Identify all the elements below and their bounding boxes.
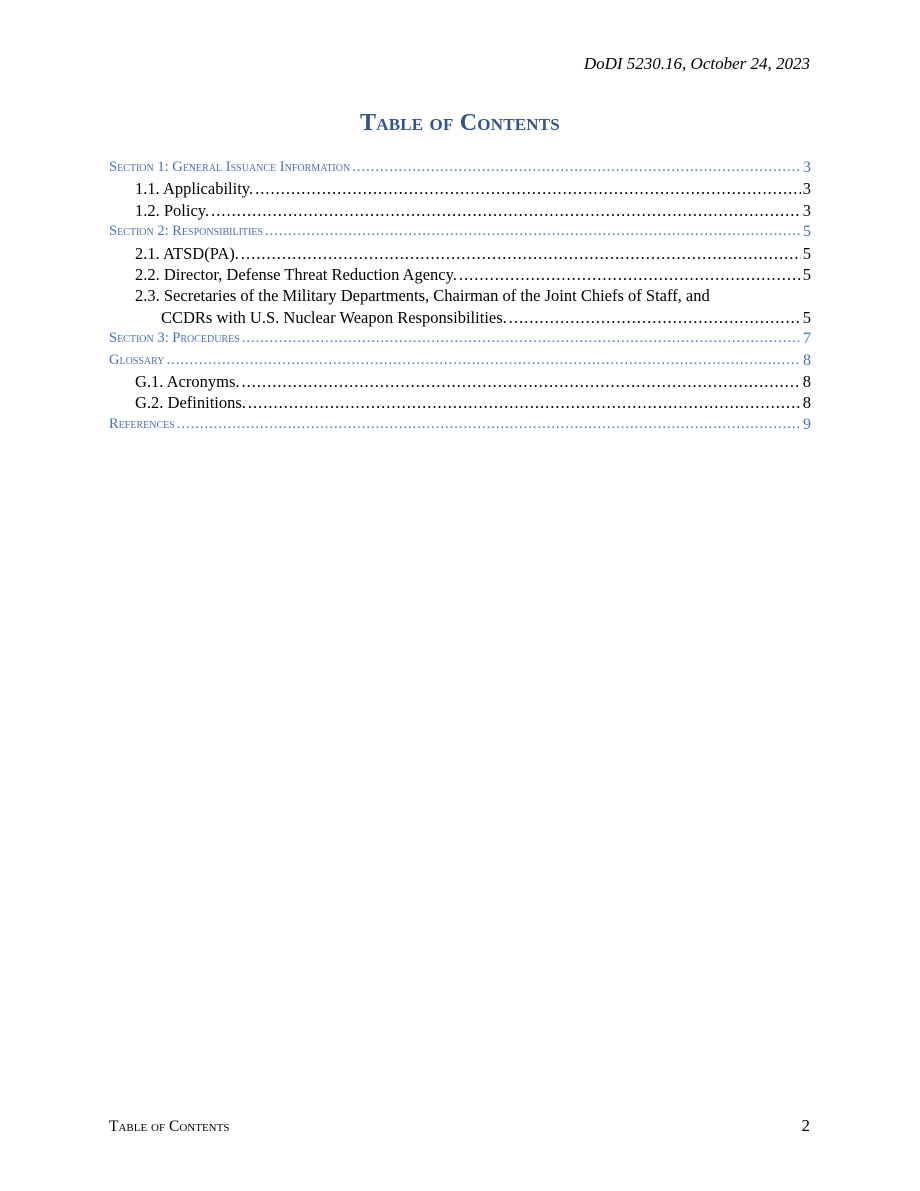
toc-entry-g-2[interactable] [109,392,811,413]
dot-leader [265,221,801,242]
toc-entry-page: 9 [803,415,811,433]
dot-leader [255,178,801,199]
dot-leader [241,243,801,264]
toc-entry-page: 5 [802,264,811,284]
toc-entry-1-1[interactable] [109,178,811,199]
toc-entry-page: 7 [803,330,811,348]
toc-entry-g-1[interactable] [109,371,811,392]
toc-entry-2-3[interactable] [109,307,811,328]
dot-leader [242,371,801,392]
toc-entry-label: Glossary [109,351,165,368]
toc-entry-page: 5 [803,223,811,241]
footer-page-number: 2 [801,1116,810,1135]
toc-entry-label: 1.2. Policy. [135,200,210,220]
toc-entry-label: G.2. Definitions. [135,393,246,413]
toc-entry-label: 2.2. Director, Defense Threat Reduction Agency. [135,264,457,284]
toc-entry-references[interactable] [109,414,811,435]
toc-entry-label: Section 2: Responsibilities [109,223,264,240]
toc-entry-label: Section 3: Procedures [109,330,240,347]
dot-leader [248,392,801,413]
toc-entry-2-1[interactable] [109,243,811,264]
table-of-contents [109,157,811,435]
toc-entry-2-2[interactable] [109,264,811,285]
document-reference-header: DoDI 5230.16, October 24, 2023 [583,54,810,73]
dot-leader [459,264,801,285]
page-title: Table of Contents [360,110,560,136]
toc-entry-2-3-first-line[interactable] [109,285,811,306]
toc-entry-label: 2.1. ATSD(PA). [135,243,239,263]
dot-leader [509,307,801,328]
toc-entry-label: CCDRs with U.S. Nuclear Weapon Responsibilities. [161,307,507,327]
toc-entry-label: 2.3. Secretaries of the Military Departments, Chairman of the Joint Chiefs of Staff, and [135,286,710,306]
toc-entry-glossary[interactable] [109,350,811,371]
toc-entry-page: 8 [802,393,811,413]
toc-entry-page: 8 [803,351,811,369]
toc-entry-section-2[interactable] [109,221,811,242]
dot-leader [211,200,801,221]
toc-entry-label: 1.1. Applicability. [135,179,254,199]
toc-entry-page: 5 [802,243,811,263]
toc-entry-1-2[interactable] [109,200,811,221]
toc-entry-label: Section 1: General Issuance Information [109,158,351,175]
footer-section-name: Table of Contents [109,1118,230,1135]
dot-leader [242,328,801,349]
toc-entry-label: References [109,415,175,432]
dot-leader [352,157,801,178]
toc-entry-section-3[interactable] [109,328,811,349]
toc-entry-page: 8 [802,371,811,391]
dot-leader [177,414,801,435]
toc-entry-label: G.1. Acronyms. [135,371,240,391]
toc-entry-page: 3 [802,200,811,220]
toc-entry-section-1[interactable] [109,157,811,178]
dot-leader [167,350,802,371]
toc-entry-page: 3 [802,179,811,199]
toc-entry-page: 3 [803,158,811,176]
toc-entry-page: 5 [802,307,811,327]
